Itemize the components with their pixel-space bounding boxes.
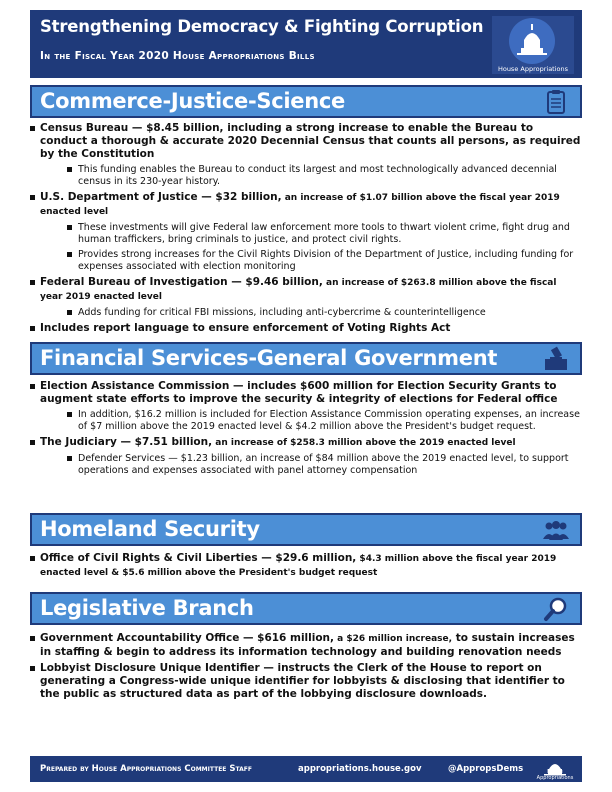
sub-list-item: Adds funding for critical FBI missions, including anti-cybercrime & counterintelligence [67, 307, 582, 319]
section-body-fsgg [30, 380, 582, 480]
sub-list-item: Provides strong increases for the Civil Rights Division of the Department of Justice, including funding for expenses associated with election monitoring [67, 249, 582, 273]
list-item: Election Assistance Commission — includes $600 million for Election Security Grants to augment state efforts to improve the security & integrity of elections for Federal office [30, 380, 582, 406]
sub-list-item: In addition, $16.2 million is included for Election Assistance Commission operating expenses, an increase of $7 million above the 2019 enacted level & $4.2 million above the President's budget request. [67, 409, 582, 433]
page-footer [30, 756, 582, 782]
section-body-legislative-branch [30, 632, 582, 704]
sub-list-item: Defender Services — $1.23 billion, an increase of $84 million above the 2019 enacted level, to support operations and expenses associated with panel attorney compensation [67, 453, 582, 477]
page-title: Strengthening Democracy & Fighting Corruption [40, 17, 484, 36]
magnifying-glass-icon [542, 596, 570, 622]
page-header [30, 10, 582, 78]
sub-list-item: This funding enables the Bureau to conduct its largest and most technologically advanced decennial census in its 230-year history. [67, 164, 582, 188]
list-item: The Judiciary — $7.51 billion, an increase of $258.3 million above the 2019 enacted level [30, 436, 582, 450]
section-body-cjs [30, 122, 582, 338]
list-item: Government Accountability Office — $616 million, a $26 million increase, to sustain increases in staffing & begin to address its information technology and building renovation needs [30, 632, 582, 659]
house-appropriations-logo [492, 16, 574, 74]
section-header-legislative-branch [30, 592, 582, 625]
list-item: Census Bureau — $8.45 billion, including a strong increase to enable the Bureau to conduct a thorough & accurate 2020 Decennial Census that counts all persons, as required by the Constitution [30, 122, 582, 161]
social-handle[interactable]: @AppropsDems [448, 764, 524, 774]
section-title: Homeland Security [40, 517, 260, 541]
list-item: Includes report language to ensure enforcement of Voting Rights Act [30, 322, 582, 335]
section-header-cjs [30, 85, 582, 118]
clipboard-icon [542, 89, 570, 115]
section-title: Financial Services-General Government [40, 346, 498, 370]
list-item: Office of Civil Rights & Civil Liberties — $29.6 million, $4.3 million above the fiscal year 2019 enacted level & $5.6 million above the President's budget request [30, 552, 582, 580]
sub-list-item: These investments will give Federal law enforcement more tools to thwart violent crime, fight drug and human traffickers, bring criminals to justice, and protect civil rights. [67, 222, 582, 246]
logo-caption: House Appropriations [497, 65, 569, 73]
section-header-fsgg [30, 342, 582, 375]
people-group-icon [542, 517, 570, 543]
ballot-box-icon [542, 346, 570, 372]
section-title: Commerce-Justice-Science [40, 89, 345, 113]
section-body-homeland-security [30, 552, 582, 583]
section-title: Legislative Branch [40, 596, 254, 620]
capitol-dome-icon [532, 757, 578, 781]
prepared-by-text: Prepared by House Appropriations Committee Staff [40, 764, 252, 774]
website-link[interactable]: appropriations.house.gov [298, 764, 422, 774]
page-subtitle: In the Fiscal Year 2020 House Appropriations Bills [40, 50, 315, 62]
footer-logo-caption: House Appropriations [536, 769, 574, 781]
list-item: Federal Bureau of Investigation — $9.46 billion, an increase of $263.8 million above the fiscal year 2019 enacted level [30, 276, 582, 304]
capitol-dome-icon [509, 18, 555, 64]
section-header-homeland-security [30, 513, 582, 546]
list-item: Lobbyist Disclosure Unique Identifier — instructs the Clerk of the House to report on generating a Congress-wide unique identifier for lobbyists & disclosing that identifier to the public as structured data as part of the lobbying disclosure downloads. [30, 662, 582, 701]
list-item: U.S. Department of Justice — $32 billion, an increase of $1.07 billion above the fiscal year 2019 enacted level [30, 191, 582, 219]
